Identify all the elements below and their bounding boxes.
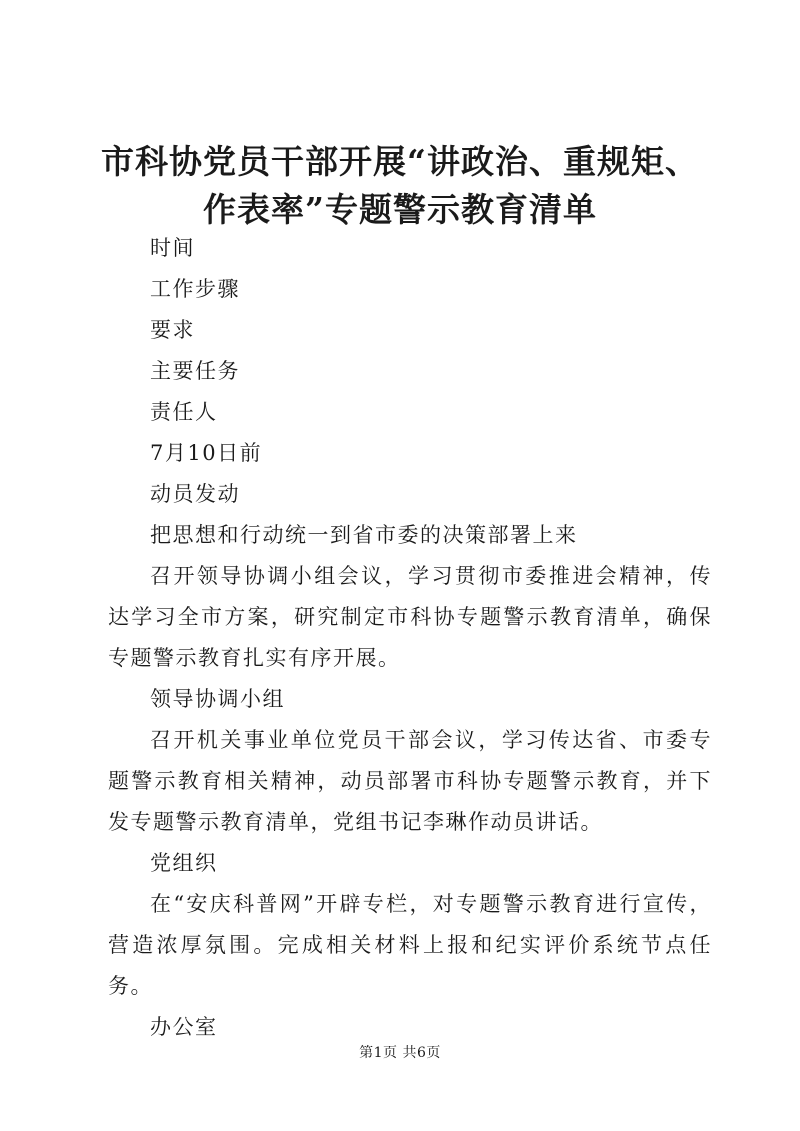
paragraph-leadership-group: 领导协调小组 [150,687,285,711]
paragraph-main-tasks: 主要任务 [150,359,240,383]
paragraph-date: 7月10日前 [150,441,263,465]
document-body [108,228,712,1048]
paragraph-work-steps: 工作步骤 [150,277,240,301]
paragraph-mobilize: 动员发动 [150,482,240,506]
paragraph-party-org: 党组织 [150,851,218,875]
paragraph-office: 办公室 [150,1015,218,1039]
page-footer: 第1页 共6页 [359,1045,441,1061]
paragraph-requirements: 要求 [150,318,195,342]
document-title: 市科协党员干部开展“讲政治、重规矩、作表率”专题警示教育清单 [101,142,699,229]
paragraph-responsible: 责任人 [150,400,218,424]
paragraph-time: 时间 [150,236,195,260]
paragraph-unify-thought: 把思想和行动统一到省市委的决策部署上来 [150,523,578,547]
paragraph-publicity: 在“安庆科普网”开辟专栏，对专题警示教育进行宣传，营造浓厚氛围。完成相关材料上报和纪实评价系统节点任务。 [108,892,712,998]
paragraph-cadre-meeting: 召开机关事业单位党员干部会议，学习传达省、市委专题警示教育相关精神，动员部署市科协专题警示教育，并下发专题警示教育清单，党组书记李琳作动员讲话。 [108,728,712,834]
paragraph-leadership-meeting: 召开领导协调小组会议，学习贯彻市委推进会精神，传达学习全市方案，研究制定市科协专题警示教育清单，确保专题警示教育扎实有序开展。 [108,564,712,670]
